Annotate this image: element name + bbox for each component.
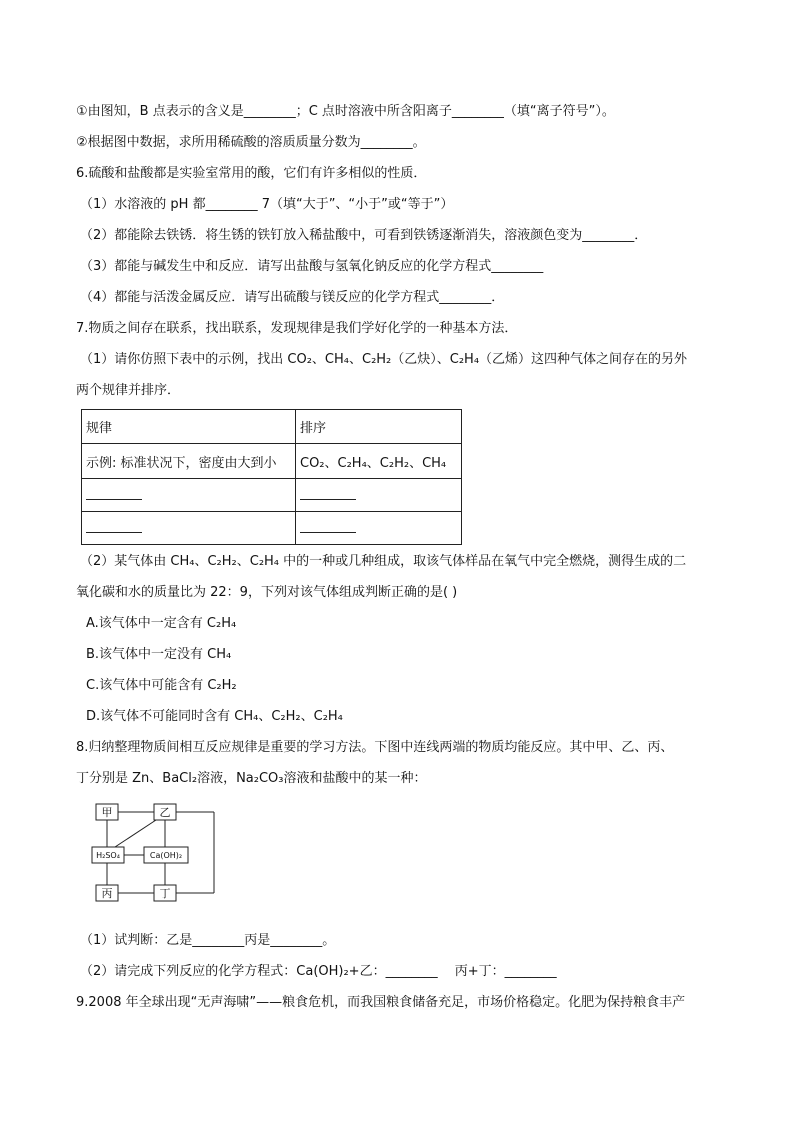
question-6-part-2: （2）都能除去铁锈．将生锈的铁钉放入稀盐酸中，可看到铁锈逐渐消失，溶液颜色变为________．	[80, 228, 648, 243]
table-header-rule: 规律	[82, 410, 296, 444]
option-a: A.该气体中一定含有 C₂H₄	[86, 616, 237, 631]
question-6-stem: 6.硫酸和盐酸都是实验室常用的酸，它们有许多相似的性质．	[76, 166, 427, 181]
table-blank-row	[82, 479, 462, 512]
label-jia: 甲	[101, 806, 113, 819]
label-ding: 丁	[159, 887, 171, 900]
question-5-part-2: ②根据图中数据，求所用稀硫酸的溶质质量分数为________。	[76, 135, 426, 150]
table-example-row	[82, 444, 462, 479]
label-bing: 丙	[101, 887, 113, 900]
answer-blank	[86, 487, 142, 500]
question-6-part-1: （1）水溶液的 pH 都________ 7（填“大于”、“小于”或“等于”）	[80, 197, 454, 212]
label-h2so4: H₂SO₄	[96, 851, 120, 860]
question-8-stem-line-1: 8.归纳整理物质间相互反应规律是重要的学习方法。下图中连线两端的物质均能反应。其中甲、乙、丙、	[76, 740, 674, 755]
question-7-part-1-line-1: （1）请你仿照下表中的示例，找出 CO₂、CH₄、C₂H₂（乙炔）、C₂H₄（乙烯）这四种气体之间存在的另外	[80, 352, 688, 367]
question-6-part-3: （3）都能与碱发生中和反应．请写出盐酸与氢氧化钠反应的化学方程式________	[80, 259, 544, 274]
reaction-diagram	[90, 800, 225, 905]
question-6-part-4: （4）都能与活泼金属反应．请写出硫酸与镁反应的化学方程式________．	[80, 290, 505, 305]
question-7-part-1-line-2: 两个规律并排序．	[76, 383, 181, 398]
question-5-part-1: ①由图知，B 点表示的含义是________；C 点时溶液中所含阳离子________（填“离子符号”）。	[76, 104, 615, 119]
table-example-order: CO₂、C₂H₄、C₂H₂、CH₄	[296, 444, 462, 479]
question-7-stem: 7.物质之间存在联系，找出联系，发现规律是我们学好化学的一种基本方法．	[76, 321, 518, 336]
answer-blank	[300, 520, 356, 533]
table-header-row	[82, 410, 462, 444]
rule-table	[81, 409, 462, 545]
question-7-part-2-line-2: 氧化碳和水的质量比为 22：9，下列对该气体组成判断正确的是( )	[76, 585, 458, 600]
option-c: C.该气体中可能含有 C₂H₂	[86, 678, 237, 693]
question-8-stem-line-2: 丁分别是 Zn、BaCl₂溶液，Na₂CO₃溶液和盐酸中的某一种：	[76, 771, 427, 786]
answer-blank	[300, 487, 356, 500]
option-b: B.该气体中一定没有 CH₄	[86, 647, 232, 662]
table-example-rule: 示例: 标准状况下，密度由大到小	[82, 444, 296, 479]
table-blank-row	[82, 512, 462, 545]
question-7-part-2-line-1: （2）某气体由 CH₄、C₂H₂、C₂H₄ 中的一种或几种组成，取该气体样品在氧气中完全燃烧，测得生成的二	[80, 554, 687, 569]
question-8-part-1: （1）试判断：乙是________丙是________。	[80, 933, 336, 948]
option-d: D.该气体不可能同时含有 CH₄、C₂H₂、C₂H₄	[86, 709, 343, 724]
answer-blank	[86, 520, 142, 533]
table-header-order: 排序	[296, 410, 462, 444]
label-yi: 乙	[159, 806, 171, 819]
question-9-stem: 9.2008 年全球出现“无声海啸”——粮食危机，而我国粮食储备充足，市场价格稳定。化肥为保持粮食丰产	[76, 995, 686, 1010]
question-8-part-2: （2）请完成下列反应的化学方程式：Ca(OH)₂+乙：________ 丙+丁：________	[80, 964, 557, 979]
label-caoh2: Ca(OH)₂	[149, 851, 183, 860]
